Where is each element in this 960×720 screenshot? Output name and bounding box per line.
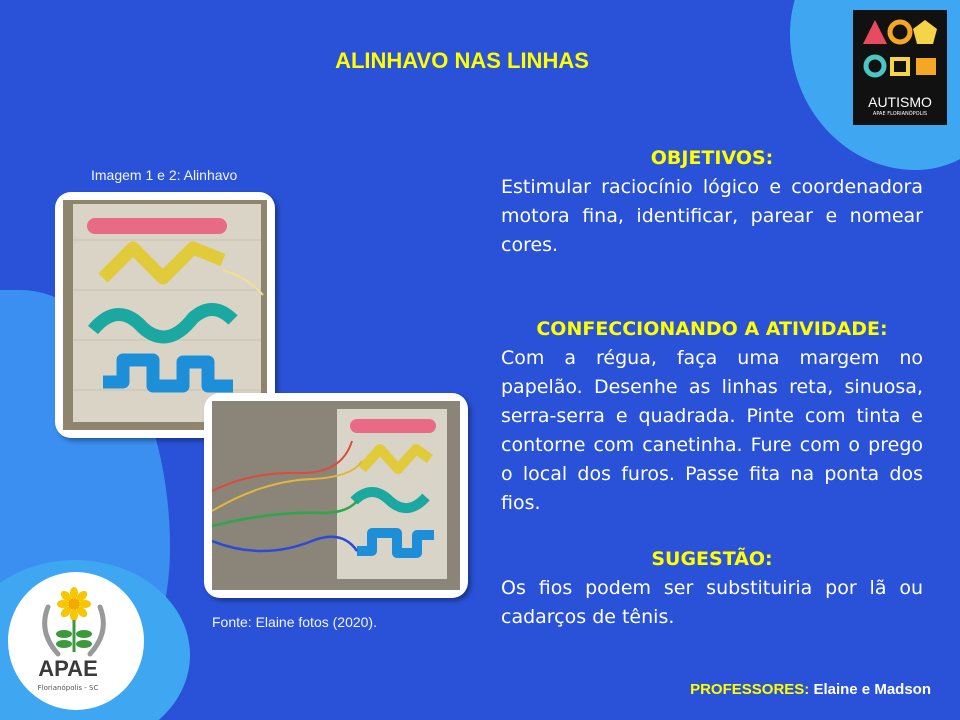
objectives-heading: OBJETIVOS: [650, 147, 774, 169]
photo-caption-bottom: Fonte: Elaine fotos (2020). [212, 614, 377, 630]
footer-names: Elaine e Madson [813, 681, 931, 698]
suggestion-heading: SUGESTÃO: [651, 548, 773, 570]
apae-flower-icon [8, 572, 144, 662]
photo-caption-top: Imagem 1 e 2: Alinhavo [91, 167, 238, 183]
autismo-logo-sub: APAE FLORIANÓPOLIS [872, 111, 928, 117]
objectives-body: Estimular raciocínio lógico e coordenadora motora fina, identificar, parear e nomear cores. [501, 176, 923, 256]
lacing-board-photo-2 [204, 393, 468, 598]
making-activity-section [501, 315, 923, 518]
making-activity-body: Com a régua, faça uma margem no papelão. Desenhe as linhas reta, sinuosa, serra-serra e quadrada. Pinte com tinta e contorne com canetinha. Fure com o prego o local dos furos. Passe fita na ponta dos fios. [501, 347, 923, 514]
apae-logo-city: Florianópolis - SC [37, 684, 99, 692]
footer-credits [690, 681, 931, 698]
autismo-shapes-icon [853, 10, 947, 94]
slide-title: ALINHAVO NAS LINHAS [335, 48, 589, 73]
suggestion-body: Os fios podem ser substituiria por lã ou cadarços de tênis. [501, 577, 923, 628]
apae-logo-name: APAE [38, 656, 98, 681]
apae-logo [8, 572, 144, 710]
suggestion-section [501, 545, 923, 632]
autismo-logo [853, 10, 947, 125]
lacing-board-image-2 [212, 401, 460, 590]
footer-label: PROFESSORES: [690, 681, 810, 698]
autismo-logo-word: AUTISMO [868, 94, 932, 110]
objectives-section [501, 144, 923, 260]
making-activity-heading: CONFECCIONANDO A ATIVIDADE: [536, 318, 888, 340]
